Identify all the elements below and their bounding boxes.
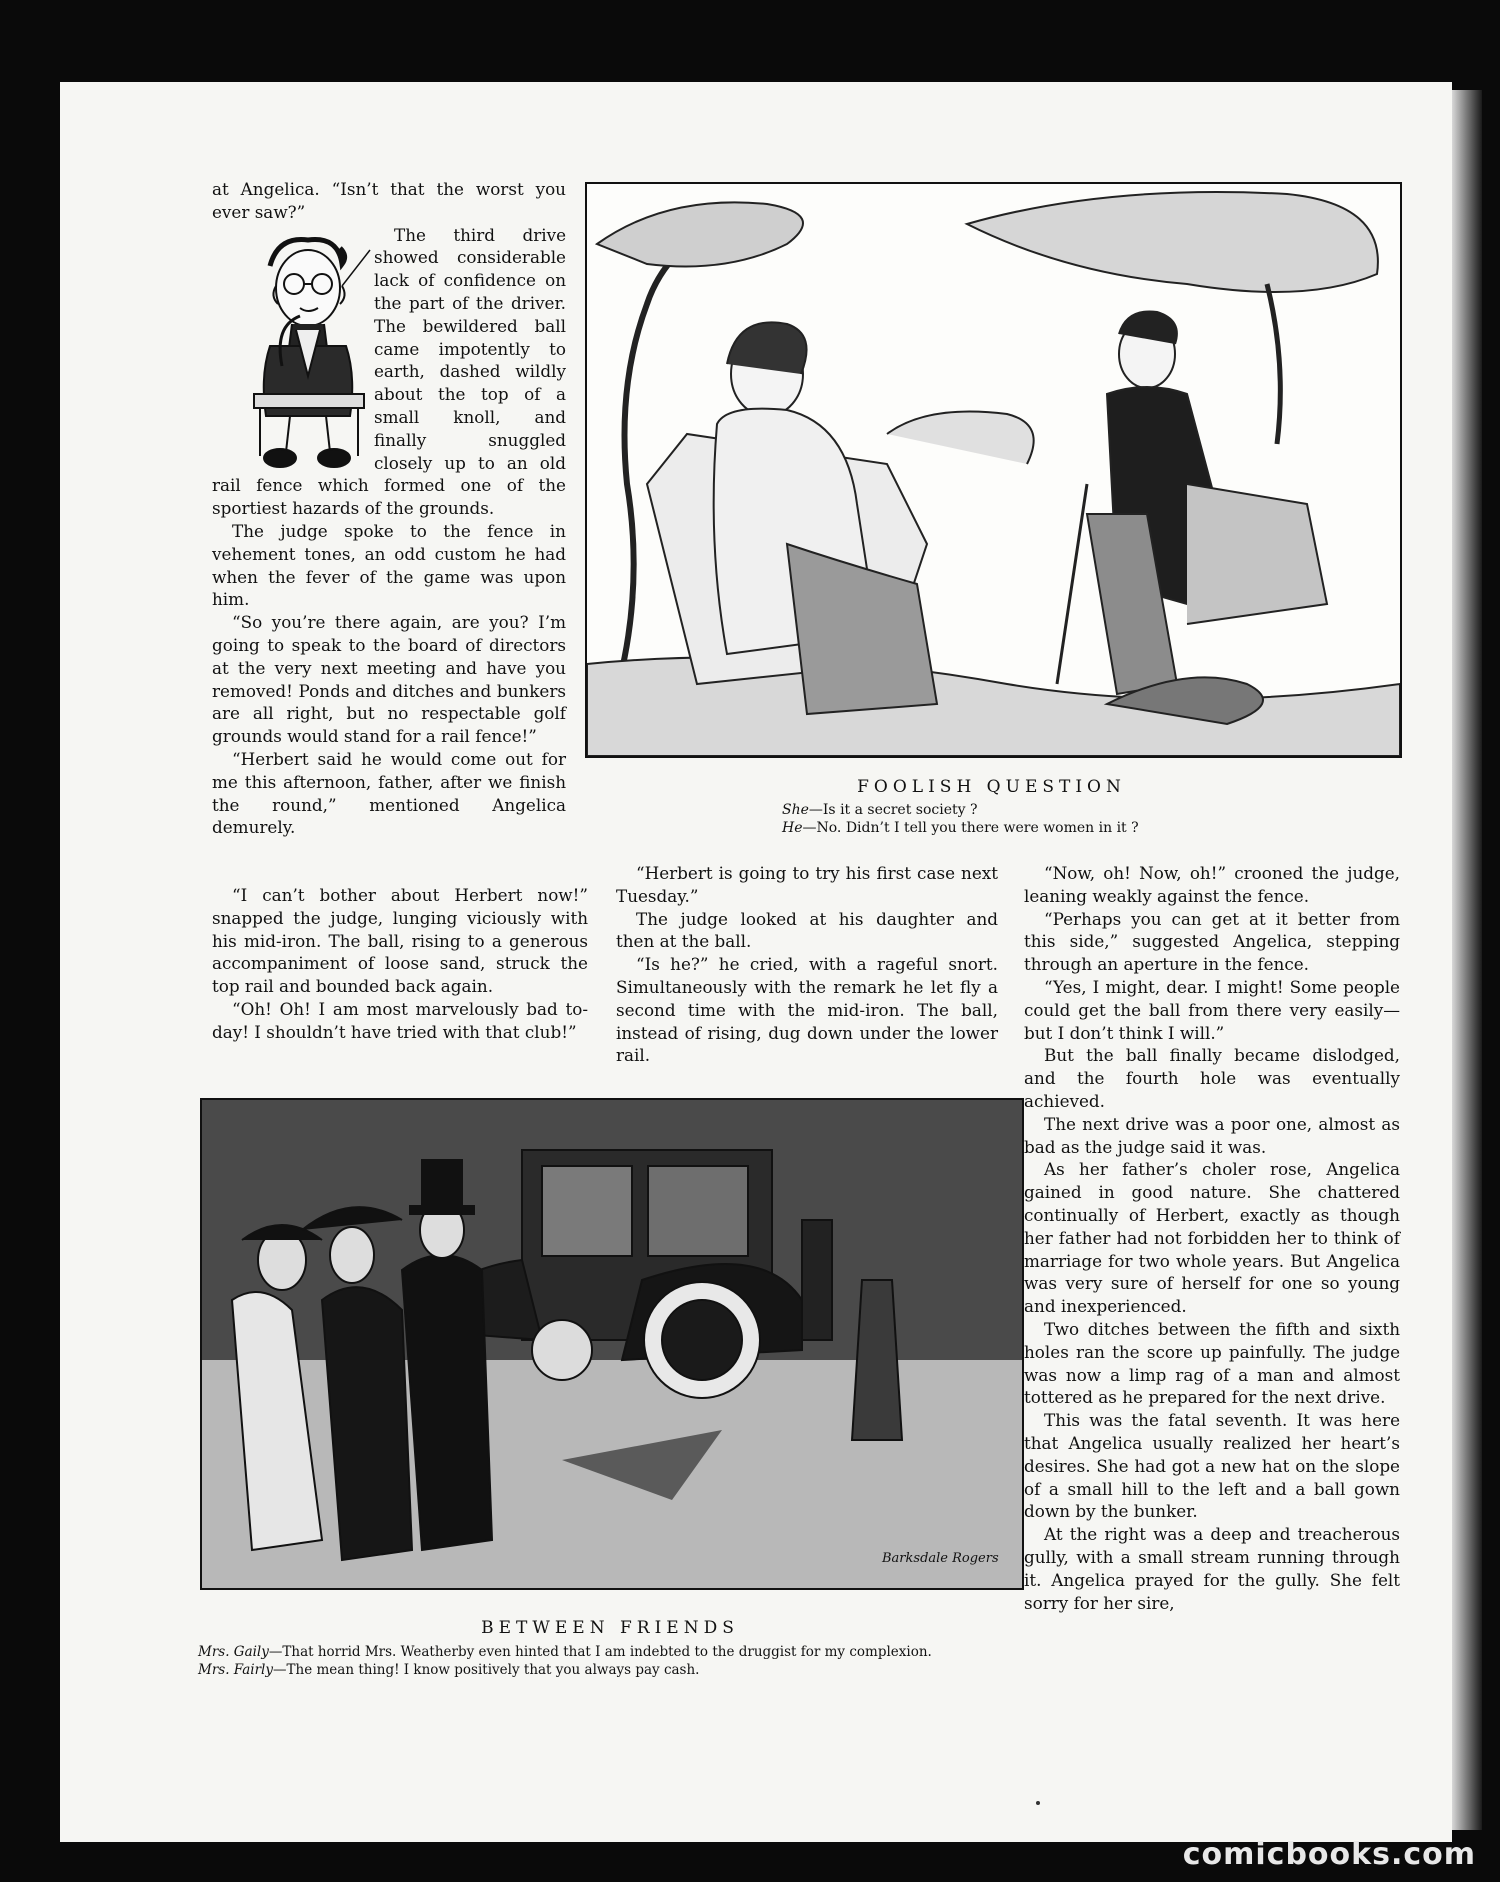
artist-signature: Barksdale Rogers [882,1551,999,1566]
paragraph: “So you’re there again, are you? I’m going to speak to the board of directors at the very next meeting and have you removed! Ponds and ditches and bunkers are all right, but no respectable golf grounds would stand for a rail fence!” [212,612,566,747]
binding-edge [1452,90,1482,1830]
cartoon-dialogue-line-1: She—Is it a secret society ? [782,802,978,818]
site-watermark: comicbooks.com [1182,1837,1476,1872]
judge-caricature [210,226,366,474]
paragraph: “Now, oh! Now, oh!” crooned the judge, leaning weakly against the fence. [1024,863,1400,906]
cartoon-title-foolish-question: FOOLISH QUESTION [857,777,1126,797]
paragraph-with-inset: The third drive showed considerable lack of confidence on the part of the driver. The bewildered ball came impotently to earth, dashed wildly about the top of a small knoll, and finally snuggled closely up to an old rail fence which formed one of the sportiest hazards of the grounds. [212,224,566,519]
paragraph: But the ball finally became dislodged, and the fourth hole was eventually achieved. [1024,1045,1400,1111]
page-speck [1036,1801,1040,1805]
paragraph: “I can’t bother about Herbert now!” snapped the judge, lunging viciously with his mid-iron. The ball, rising to a generous accompaniment of loose sand, struck the top rail and bounded back again. [212,885,588,997]
cartoon-dialogue-line-2: Mrs. Fairly—The mean thing! I know positively that you always pay cash. [198,1662,700,1678]
paragraph: As her father’s choler rose, Angelica gained in good nature. She chattered continually of Herbert, exactly as though her father had not forbidden her to think of marriage for two whole years. But Angelica was very sure of herself for one so young and inexperienced. [1024,1159,1400,1317]
cartoon-title-between-friends: BETWEEN FRIENDS [481,1618,739,1638]
article-column-left-top [212,178,566,839]
paragraph: The judge spoke to the fence in vehement tones, an odd custom he had when the fever of the game was upon him. [212,520,566,610]
paragraph: This was the fatal seventh. It was here that Angelica usually realized her heart’s desires. She had got a new hat on the slope of a small hill to the left and a ball gown down by the bunker. [1024,1410,1400,1522]
cartoon-dialogue-line-1: Mrs. Gaily—That horrid Mrs. Weatherby even hinted that I am indebted to the druggist for my complexion. [198,1644,932,1660]
paragraph: The judge looked at his daughter and then at the ball. [616,908,998,952]
paragraph: “Is he?” he cried, with a rageful snort. Simultaneously with the remark he let fly a second time with the mid-iron. The ball, instead of rising, dug down under the lower rail. [616,954,998,1066]
paragraph: “Yes, I might, dear. I might! Some people could get the ball from there very easily—but I don’t think I will.” [1024,976,1400,1043]
paragraph: at Angelica. “Isn’t that the worst you ever saw?” [212,179,566,222]
article-column-right [1024,862,1400,1614]
article-column-left-bottom [212,884,588,1044]
night-street-car-illustration [200,1098,1024,1590]
garden-bench-illustration [585,182,1402,758]
paragraph: “Perhaps you can get at it better from this side,” suggested Angelica, stepping through an aperture in the fence. [1024,908,1400,975]
paragraph: “Herbert is going to try his first case next Tuesday.” [616,863,998,906]
paragraph: At the right was a deep and treacherous gully, with a small stream running through it. Angelica prayed for the gully. She felt sorry for her sire, [1024,1524,1400,1613]
paragraph: “Herbert said he would come out for me this afternoon, father, after we finish the round,” mentioned Angelica demurely. [212,748,566,838]
cartoon-dialogue-line-2: He—No. Didn’t I tell you there were women in it ? [782,820,1139,836]
paragraph: The next drive was a poor one, almost as bad as the judge said it was. [1024,1113,1400,1157]
paragraph: Two ditches between the fifth and sixth holes ran the score up painfully. The judge was now a limp rag of a man and almost tottered as he prepared for the next drive. [1024,1318,1400,1408]
paragraph: “Oh! Oh! I am most marvelously bad to-day! I shouldn’t have tried with that club!” [212,998,588,1042]
article-column-middle [616,862,998,1067]
